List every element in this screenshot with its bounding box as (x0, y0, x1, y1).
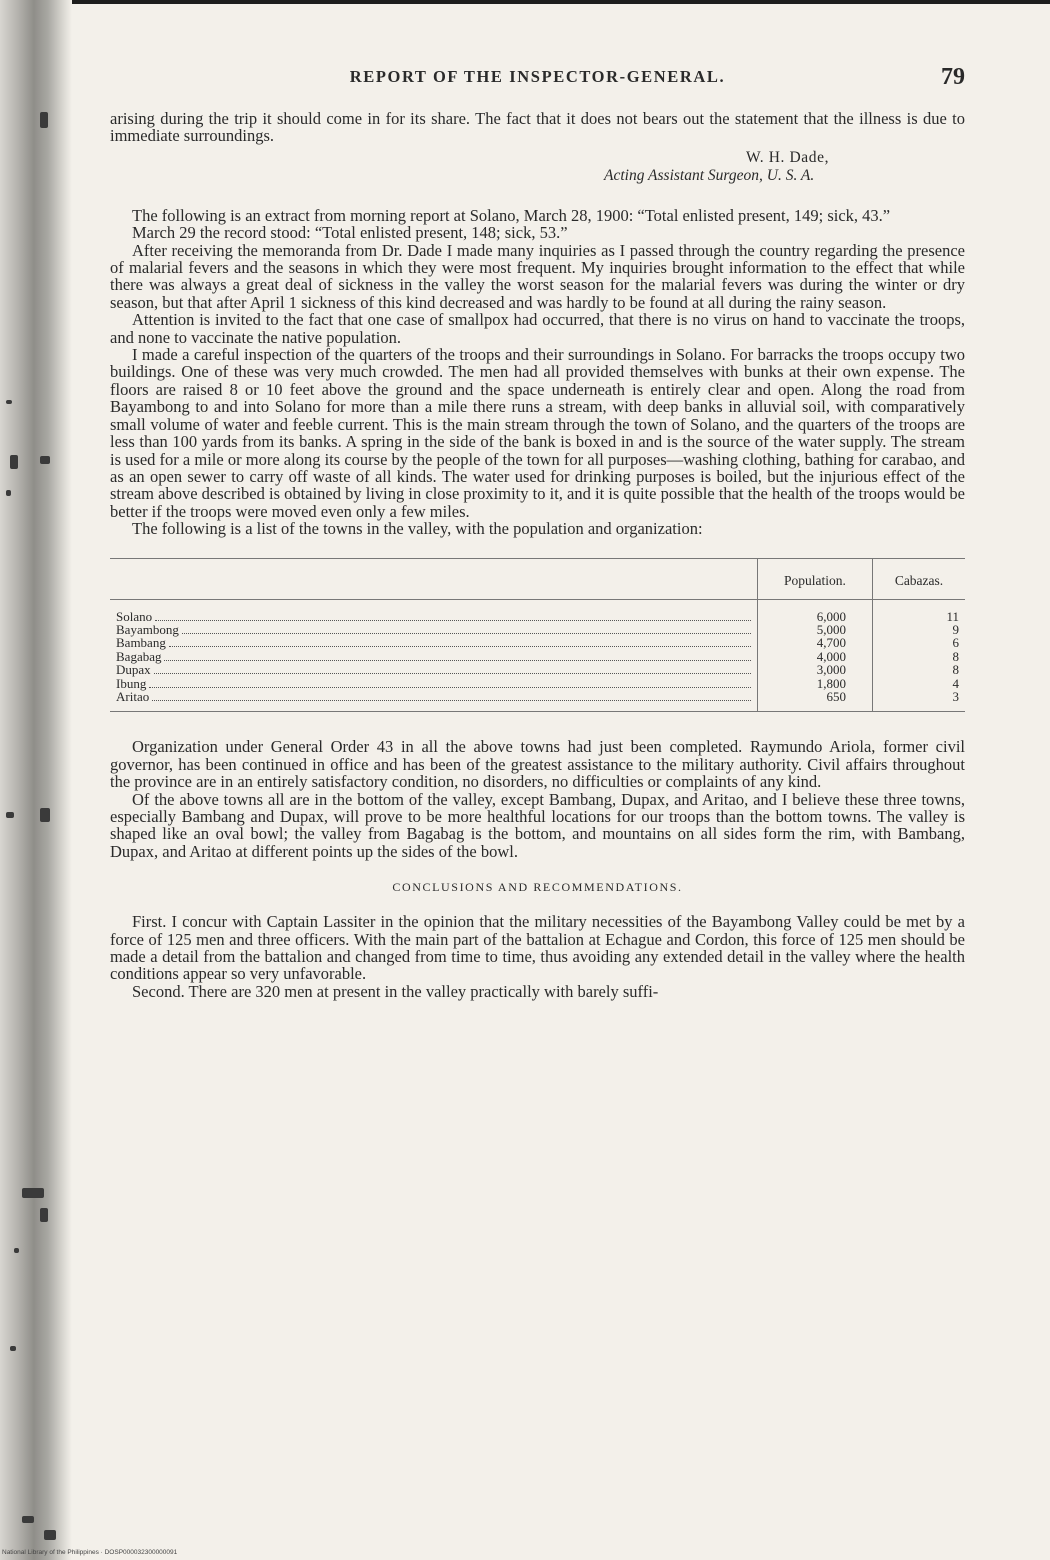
running-header (110, 60, 965, 94)
scan-blemish (10, 455, 18, 469)
scan-blemish (6, 400, 12, 404)
running-title: REPORT OF THE INSPECTOR-GENERAL. (349, 67, 726, 86)
table-header-row (110, 558, 965, 599)
scan-blemish (6, 490, 11, 496)
table-row (110, 663, 965, 676)
cabazas-cell: 9 (952, 621, 959, 637)
population-cell: 3,000 (758, 663, 873, 676)
scan-top-edge (0, 0, 1050, 4)
population-cell: 1,800 (758, 677, 873, 690)
document-page (110, 60, 965, 1000)
signature-title: Acting Assistant Surgeon, U. S. A. (604, 166, 815, 184)
town-name: Bagabag (116, 648, 162, 664)
body-paragraph: Of the above towns all are in the bottom of the valley, except Bambang, Dupax, and Aritao, and I believe these three towns, especially Bambang and Dupax, will prove to be more healthful locations for our troops than the bottom towns. The valley is shaped like an oval bowl; the valley from Bagabag is the bottom, and mountains on all sides form the rim, with Bambang, Dupax, and Aritao at different points up the sides of the bowl. (110, 789, 965, 861)
table-row (110, 677, 965, 690)
cabazas-cell: 8 (952, 662, 959, 678)
scan-blemish (40, 456, 50, 464)
scan-blemish (10, 1346, 16, 1351)
town-name: Bambang (116, 635, 166, 651)
body-paragraph: After receiving the memoranda from Dr. Dade I made many inquiries as I passed through the country regarding the presence of malarial fevers and the seasons in which they were most frequent. My inquiries brought information to the effect that while there was always a great deal of sickness in the valley the worst season for the malarial fevers was during the winter or dry season, but that after April 1 sickness of this kind decreased and was hardly to be found at all during the rainy season. (110, 240, 965, 312)
scan-footer-note: National Library of the Philippines · DOSP000032300000091 (2, 1549, 178, 1556)
table-header-blank (110, 558, 758, 599)
population-cell: 650 (758, 690, 873, 712)
town-cell (110, 677, 758, 690)
towns-population-table (110, 558, 965, 713)
scan-blemish (40, 808, 50, 822)
table-row (110, 690, 965, 712)
town-cell (110, 650, 758, 663)
cabazas-cell: 4 (952, 675, 959, 691)
body-paragraph: Organization under General Order 43 in all the above towns had just been completed. Raymundo Ariola, former civil governor, has been continued in office and has been of the greatest assistance to the military authority. Civil affairs throughout the province are in an entirely satisfactory condition, no disorders, no difficulties or complaints of any kind. (110, 737, 965, 792)
town-name: Aritao (116, 688, 150, 704)
table-row (110, 636, 965, 649)
town-cell (110, 663, 758, 676)
signature-block (110, 149, 965, 185)
population-cell: 5,000 (758, 623, 873, 636)
body-paragraph: I made a careful inspection of the quarters of the troops and their surroundings in Solano. For barracks the troops occupy two buildings. One of these was very much crowded. The men had all provided themselves with bunks at their own expense. The floors are raised 8 or 10 feet above the ground and the space underneath is entirely clear and open. Along the road from Bayambong to and into Solano for more than a mile there runs a stream, with deep banks in alluvial soil, with comparatively small volume of water and feeble current. This is the main stream through the town of Solano, and the quarters of the troops are less than 100 yards from its banks. A spring in the side of the bank is boxed in and is the source of the water supply. The stream is used for a mile or more along its course by the people of the town for all purposes—washing clothing, bathing for carabao, and as an open sewer to carry off waste of all kinds. The water used for drinking purposes is boiled, but the injurious effect of the stream above described is obtained by living in close proximity to it, and it is quite possible that the health of the troops would be better if the troops were moved even only a few miles. (110, 345, 965, 521)
town-name: Dupax (116, 662, 151, 678)
population-cell: 4,000 (758, 650, 873, 663)
section-heading: CONCLUSIONS AND RECOMMENDATIONS. (392, 880, 683, 895)
town-name: Bayambong (116, 621, 179, 637)
book-spine-shadow (0, 0, 72, 1560)
body-paragraph: March 29 the record stood: “Total enlisted present, 148; sick, 53.” (132, 223, 568, 243)
page-number: 79 (941, 64, 965, 90)
scan-blemish (40, 1208, 48, 1222)
table-row (110, 623, 965, 636)
conclusion-paragraph: First. I concur with Captain Lassiter in the opinion that the military necessities of the Bayambong Valley could be met by a force of 125 men and three officers. With the main part of the battalion at Echague and Cordon, this force of 125 men should be made a detail from the battalion and changed from time to time, thus avoiding any extended detail in the valley where the health conditions appear so very unfavorable. (110, 912, 965, 984)
scan-blemish (14, 1248, 19, 1253)
cabazas-cell: 11 (946, 608, 959, 624)
table-header-population: Population. (758, 558, 873, 599)
body-paragraph: Attention is invited to the fact that one case of smallpox had occurred, that there is no virus on hand to vaccinate the troops, and none to vaccinate the native population. (110, 310, 965, 347)
scan-blemish (40, 112, 48, 128)
population-cell: 6,000 (758, 599, 873, 623)
opening-paragraph: arising during the trip it should come in for its share. The fact that it does not bears out the statement that the illness is due to immediate surroundings. (110, 109, 965, 146)
town-cell (110, 599, 758, 623)
scan-blemish (6, 812, 14, 818)
body-paragraph: The following is an extract from morning report at Solano, March 28, 1900: “Total enlisted present, 149; sick, 43.” (132, 205, 891, 225)
scan-blemish (22, 1516, 34, 1523)
population-cell: 4,700 (758, 636, 873, 649)
scan-blemish (22, 1188, 44, 1198)
town-cell (110, 636, 758, 649)
table-header-cabazas: Cabazas. (873, 558, 966, 599)
town-name: Solano (116, 608, 153, 624)
cabazas-cell: 6 (952, 635, 959, 651)
body-paragraph: The following is a list of the towns in the valley, with the population and organization: (132, 519, 703, 539)
town-cell (110, 690, 758, 712)
signature-name: W. H. Dade, (746, 148, 830, 166)
town-cell (110, 623, 758, 636)
table-row (110, 599, 965, 623)
scan-blemish (44, 1530, 56, 1540)
town-name: Ibung (116, 675, 147, 691)
cabazas-cell: 3 (873, 690, 966, 712)
conclusion-paragraph: Second. There are 320 men at present in the valley practically with barely suffi- (132, 981, 659, 1001)
cabazas-cell: 8 (952, 648, 959, 664)
table-row (110, 650, 965, 663)
